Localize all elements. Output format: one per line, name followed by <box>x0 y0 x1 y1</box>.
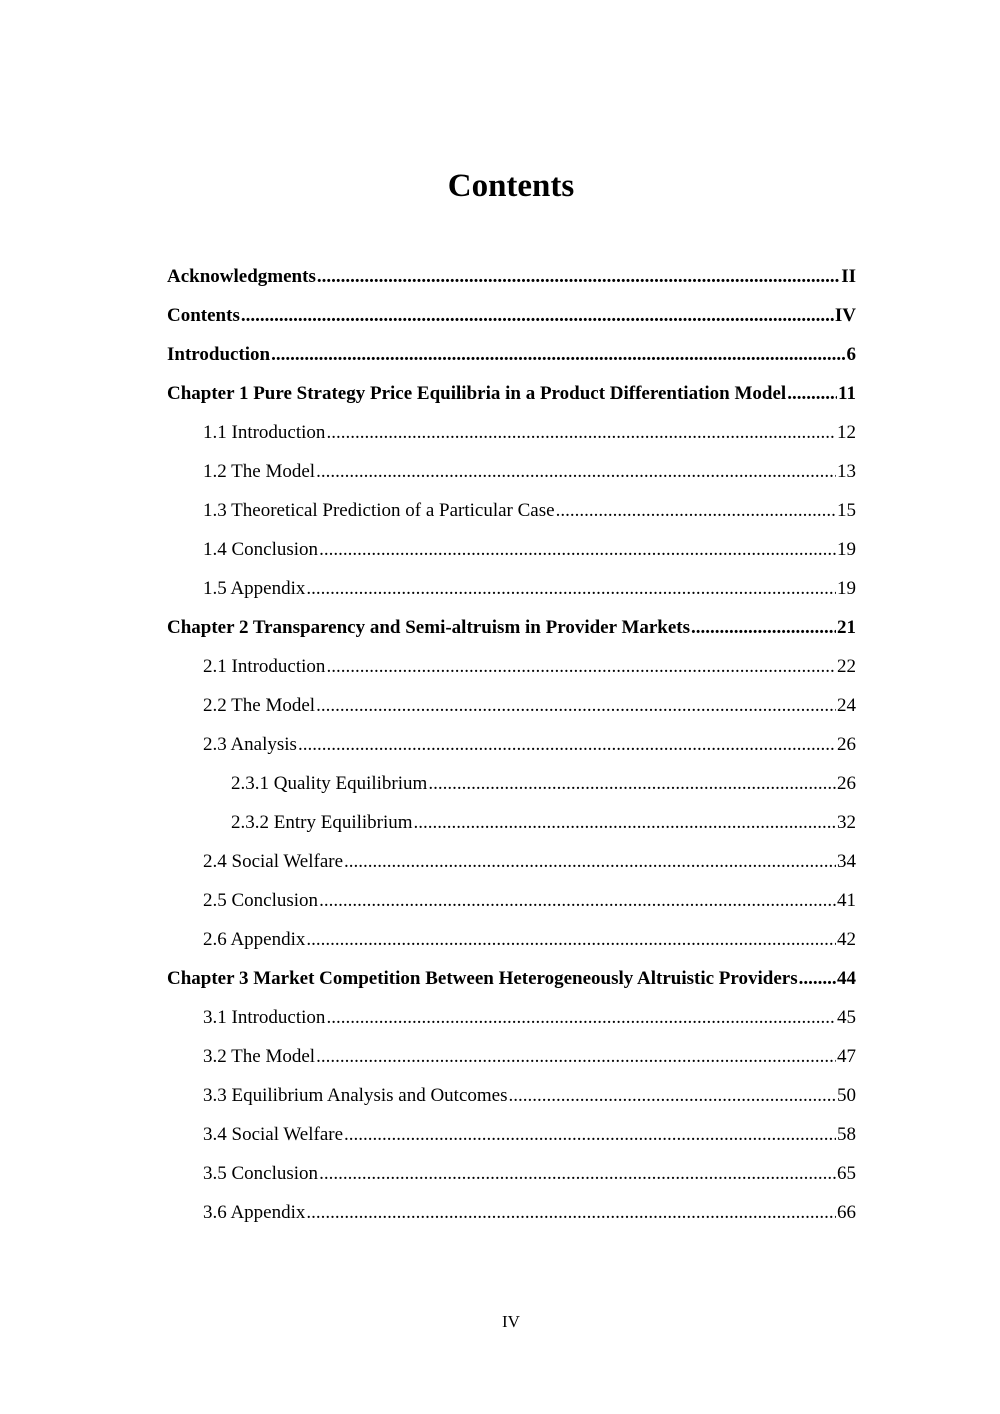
toc-entry-title: 2.3.2 Entry Equilibrium <box>231 812 413 833</box>
dot-leader <box>271 340 845 370</box>
toc-entry-page: II <box>841 266 856 287</box>
dot-leader <box>319 535 836 565</box>
dot-leader <box>316 691 836 721</box>
toc-entry-title: 1.2 The Model <box>203 461 316 482</box>
toc-entry-section[interactable] <box>167 1042 856 1081</box>
toc-entry-main[interactable] <box>167 613 856 652</box>
dot-leader <box>241 301 834 331</box>
toc-entry-page: IV <box>834 305 856 326</box>
dot-leader <box>344 847 836 877</box>
dot-leader <box>414 808 836 838</box>
toc-entry-page: 44 <box>837 968 856 989</box>
toc-entry-title: 3.1 Introduction <box>203 1007 326 1028</box>
toc-entry-title: 1.1 Introduction <box>203 422 326 443</box>
dot-leader <box>326 418 836 448</box>
dot-leader <box>319 1159 836 1189</box>
toc-entry-title: 3.4 Social Welfare <box>203 1124 344 1145</box>
toc-entry-page: 15 <box>837 500 856 521</box>
toc-entry-section[interactable] <box>167 886 856 925</box>
toc-entry-title: 2.2 The Model <box>203 695 316 716</box>
dot-leader <box>306 1198 836 1228</box>
toc-entry-title: 2.5 Conclusion <box>203 890 319 911</box>
toc-entry-title: 2.3 Analysis <box>203 734 297 755</box>
dot-leader <box>344 1120 836 1150</box>
toc-entry-title: 3.3 Equilibrium Analysis and Outcomes <box>203 1085 508 1106</box>
toc-entry-page: 58 <box>837 1124 856 1145</box>
toc-entry-section[interactable] <box>167 1003 856 1042</box>
toc-entry-section[interactable] <box>167 925 856 964</box>
toc-entry-main[interactable] <box>167 262 856 301</box>
toc-entry-main[interactable] <box>167 379 856 418</box>
toc-entry-page: 26 <box>837 734 856 755</box>
toc-entry-page: 66 <box>837 1202 856 1223</box>
toc-entry-section[interactable] <box>167 535 856 574</box>
dot-leader <box>509 1081 836 1111</box>
toc-entry-title: Contents <box>167 305 240 326</box>
toc-entry-title: 2.3.1 Quality Equilibrium <box>231 773 428 794</box>
toc-entry-section[interactable] <box>167 496 856 535</box>
toc-entry-main[interactable] <box>167 301 856 340</box>
toc-entry-title: 3.2 The Model <box>203 1046 316 1067</box>
toc-entry-section[interactable] <box>167 1159 856 1198</box>
dot-leader <box>316 1042 836 1072</box>
toc-entry-main[interactable] <box>167 964 856 1003</box>
toc-entry-section[interactable] <box>167 574 856 613</box>
dot-leader <box>316 457 836 487</box>
toc-entry-page: 22 <box>837 656 856 677</box>
toc-entry-page: 11 <box>838 383 856 404</box>
dot-leader <box>306 925 836 955</box>
dot-leader <box>556 496 836 526</box>
toc-entry-title: 1.3 Theoretical Prediction of a Particular Case <box>203 500 555 521</box>
toc-entry-page: 65 <box>837 1163 856 1184</box>
toc-entry-page: 19 <box>837 578 856 599</box>
dot-leader <box>298 730 836 760</box>
dot-leader <box>428 769 836 799</box>
toc-entry-page: 34 <box>837 851 856 872</box>
toc-entry-section[interactable] <box>167 652 856 691</box>
toc-entry-section[interactable] <box>167 418 856 457</box>
toc-entry-page: 19 <box>837 539 856 560</box>
toc-entry-section[interactable] <box>167 1198 856 1237</box>
dot-leader <box>326 1003 836 1033</box>
page-title: Contents <box>447 168 575 204</box>
toc-entry-page: 50 <box>837 1085 856 1106</box>
dot-leader <box>799 964 836 994</box>
page-number: IV <box>502 1312 520 1331</box>
toc-entry-title: 2.6 Appendix <box>203 929 306 950</box>
toc-entry-title: 2.4 Social Welfare <box>203 851 344 872</box>
toc-entry-section[interactable] <box>167 691 856 730</box>
toc-entry-page: 6 <box>846 344 856 365</box>
toc-entry-page: 26 <box>837 773 856 794</box>
toc-entry-section[interactable] <box>167 847 856 886</box>
toc-entry-title: 1.4 Conclusion <box>203 539 319 560</box>
toc-entry-section[interactable] <box>167 1081 856 1120</box>
toc-entry-title: 3.6 Appendix <box>203 1202 306 1223</box>
toc-entry-title: Chapter 2 Transparency and Semi-altruism in Provider Markets <box>167 617 691 638</box>
toc-entry-page: 42 <box>837 929 856 950</box>
toc-entry-page: 24 <box>837 695 856 716</box>
toc-entry-page: 41 <box>837 890 856 911</box>
toc-entry-title: Chapter 1 Pure Strategy Price Equilibria in a Product Differentiation Model <box>167 383 787 404</box>
dot-leader <box>326 652 836 682</box>
toc-entry-page: 13 <box>837 461 856 482</box>
dot-leader <box>317 262 840 292</box>
toc-entry-title: 3.5 Conclusion <box>203 1163 319 1184</box>
toc-entry-title: Acknowledgments <box>167 266 316 287</box>
toc-entry-subsection[interactable] <box>167 808 856 847</box>
dot-leader <box>691 613 836 643</box>
toc-entry-page: 45 <box>837 1007 856 1028</box>
toc-entry-section[interactable] <box>167 1120 856 1159</box>
table-of-contents <box>167 262 856 1237</box>
toc-entry-page: 12 <box>837 422 856 443</box>
toc-entry-section[interactable] <box>167 730 856 769</box>
toc-entry-main[interactable] <box>167 340 856 379</box>
toc-entry-title: 1.5 Appendix <box>203 578 306 599</box>
toc-entry-page: 32 <box>837 812 856 833</box>
toc-entry-subsection[interactable] <box>167 769 856 808</box>
toc-entry-page: 21 <box>837 617 856 638</box>
toc-entry-section[interactable] <box>167 457 856 496</box>
toc-entry-title: Chapter 3 Market Competition Between Heterogeneously Altruistic Providers <box>167 968 798 989</box>
dot-leader <box>306 574 836 604</box>
dot-leader <box>319 886 836 916</box>
toc-entry-title: Introduction <box>167 344 271 365</box>
toc-entry-title: 2.1 Introduction <box>203 656 326 677</box>
dot-leader <box>787 379 837 409</box>
toc-entry-page: 47 <box>837 1046 856 1067</box>
